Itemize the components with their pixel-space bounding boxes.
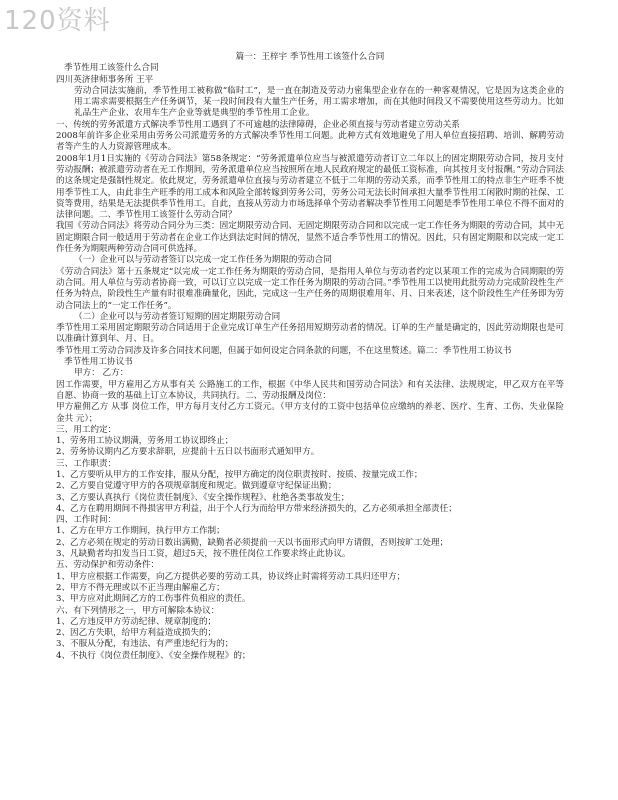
- document-paragraph: 《劳动合同法》第十五条规定“以完成一定工作任务为期限的劳动合同，是指用人单位与劳动者约定以某项工作的完成为合同期限的劳动合同。用人单位与劳动者协商一致，可以订立以完成一定工作任务为期限的劳动合同。”季节性用工以使用此批劳动力完成阶段性生产任务为特点，阶段性生产量有时很难准确量化，因此，完成这一生产任务的周期很难用年、月、日来表述，这个阶段性生产任务即为劳动合同法上的“一定工作任务”。: [56, 266, 564, 311]
- document-paragraph: 1、甲方应根据工作需要，向乙方提供必要的劳动工具，协议终止时需将劳动工具归还甲方；: [56, 571, 406, 582]
- document-paragraph: 4、乙方在聘用期间不得损害甲方利益，出于个人行为而给甲方带来经济损失的，乙方必须承担全部责任；: [56, 503, 457, 514]
- document-paragraph: 3、乙方要认真执行《岗位责任制度》、《安全操作规程》、杜绝各类事故发生；: [56, 492, 350, 503]
- watermark-logo: 120资料: [4, 6, 111, 36]
- document-paragraph: 2008年前许多企业采用由劳务公司派遣劳务的方式解决季节性用工问题。此种方式有效地避免了用人单位直接招聘、培训、解聘劳动者等产生的人力资源管理成本。: [56, 131, 564, 153]
- document-paragraph: 一、传统的劳务派遣方式解决季节性用工遇到了不可逾越的法律障碍，企业必须直接与劳动者建立劳动关系: [56, 119, 460, 130]
- document-paragraph: 因工作需要，甲方雇用乙方从事有关 公路施工的工作，根据《中华人民共和国劳动合同法》和有关法律、法规规定，甲乙双方在平等自愿、协商一致的基础上订立本协议，共同执行。二、劳动报酬及岗位：: [56, 379, 564, 401]
- document-paragraph: 三、用工约定：: [56, 424, 117, 435]
- document-paragraph: 季节性用工该签什么合同: [64, 63, 159, 74]
- document-paragraph: 劳动合同法实施前，季节性用工被称做“临时工”，是一直在制造及劳动力密集型企业存在的一种客观情况，它是因为这类企业的用工需求需要根据生产任务调节，某一段时间段有大量生产任务，用工需求增加，而在其他时间段又不需要使用这些劳动力。比如礼品生产企业、农用车生产企业等就是典型的季节性用工企业。: [74, 85, 564, 119]
- document-paragraph: 五、劳动保护和劳动条件：: [56, 560, 160, 571]
- document-paragraph: 3、甲方应对此期间乙方的工伤事件负相应的责任。: [56, 594, 251, 605]
- document-page: [56, 52, 564, 662]
- document-paragraph: 2008年1月1日实施的《劳动合同法》第58条规定：“劳务派遣单位应当与被派遣劳动者订立二年以上的固定期限劳动合同，按月支付劳动报酬；被派遣劳动者在无工作期间，劳务派遣单位应当按照所在地人民政府规定的最低工资标准，向其按月支付报酬。”劳动合同法的这条规定是强制性规定。依此规定，劳务派遣单位直接与劳动者建立不低于二年期的劳动关系，而季节性用工的特点非生产旺季不使用季节性工人，由此非生产旺季的用工成本和风险全部转嫁到劳务公司，劳务公司无法长时间承担大量季节性用工闲散时期的社保、工资等费用，结果是无法提供季节性用工。自此，直接从劳动力市场选择单个劳动者解决季节性用工问题是季节性用工单位不得不面对的法律问题。二、季节性用工该签什么劳动合同？: [56, 153, 564, 221]
- document-paragraph: 三、工作职责：: [56, 458, 117, 469]
- document-paragraph: 3、凡缺勤者均扣发当日工资，超过5天，按不胜任岗位工作要求终止此协议。: [56, 549, 351, 560]
- document-paragraph: 甲方雇佣乙方 从事 岗位工作，甲方每月支付乙方工资元。（甲方支付的工资中包括单位应缴纳的养老、医疗、生育、工伤、失业保险金共 元）；: [56, 402, 564, 424]
- document-paragraph: 3、不服从分配，有违法、有严重违纪行为的；: [56, 639, 234, 650]
- document-paragraph: 四川英济律师事务所 王平: [56, 74, 154, 85]
- document-paragraph: 四、工作时间：: [56, 515, 117, 526]
- document-paragraph: 2、因乙方失职，给甲方利益造成损失的；: [56, 628, 217, 639]
- document-paragraph: 1、乙方要听从甲方的工作安排，服从分配，按甲方确定的岗位职责按时、按质、按量完成工作；: [56, 469, 423, 480]
- document-paragraph: 1、乙方在甲方工作期间，执行甲方工作制；: [56, 526, 225, 537]
- document-paragraph: （二）企业可以与劳动者签订短期的固定期限劳动合同: [74, 311, 281, 322]
- document-paragraph: 1、劳务用工协议期满，劳务用工协议即终止；: [56, 436, 234, 447]
- document-paragraph: （一）企业可以与劳动者签订以完成一定工作任务为期限的劳动合同: [74, 255, 332, 266]
- document-paragraph: 甲方： 乙方：: [74, 368, 129, 379]
- document-paragraph: 季节性用工劳动合同涉及许多合同技术问题，但属于如何设定合同条款的问题，不在这里赘述。篇二：季节性用工协议书: [56, 345, 512, 356]
- document-paragraph: 季节性用工协议书: [64, 357, 133, 368]
- document-paragraph: 2、乙方必须在规定的劳动日数出满勤，缺勤者必须提前一天以书面形式向甲方请假，否则按旷工处理；: [56, 537, 449, 548]
- document-paragraph: 4、不执行《岗位责任制度》、《安全操作规程》的；: [56, 650, 251, 661]
- document-paragraph: 2、劳务协议期内乙方要求辞职，应提前十五日以书面形式通知甲方。: [56, 447, 320, 458]
- document-paragraph: 1、乙方违反甲方劳动纪律、规章制度的；: [56, 616, 217, 627]
- document-paragraph: 篇一：王梓宇 季节性用工该签什么合同: [235, 52, 385, 62]
- document-paragraph: 六、有下列情形之一，甲方可解除本协议：: [56, 605, 220, 616]
- document-paragraph: 季节性用工采用固定期限劳动合同适用于企业完成订单生产任务招用短期劳动者的情况。订单的生产量是确定的，因此劳动期限也是可以准确计算到年、月、日。: [56, 323, 564, 345]
- document-paragraph: 2、乙方要自觉遵守甲方的各项规章制度和规定。做到遵章守纪保证出勤；: [56, 481, 337, 492]
- document-paragraph: 2、甲方不得无理或以不正当理由解雇乙方；: [56, 582, 225, 593]
- document-paragraph: 我国《劳动合同法》将劳动合同分为三类：固定期限劳动合同、无固定期限劳动合同和以完成一定工作任务为期限的劳动合同，其中无固定期限合同一般适用于劳动者在企业工作达到法定时间的情况，显然不适合季节性用工的情况。因此，只有固定期限和以完成一定工作任务为期限两种劳动合同可供选择。: [56, 221, 564, 255]
